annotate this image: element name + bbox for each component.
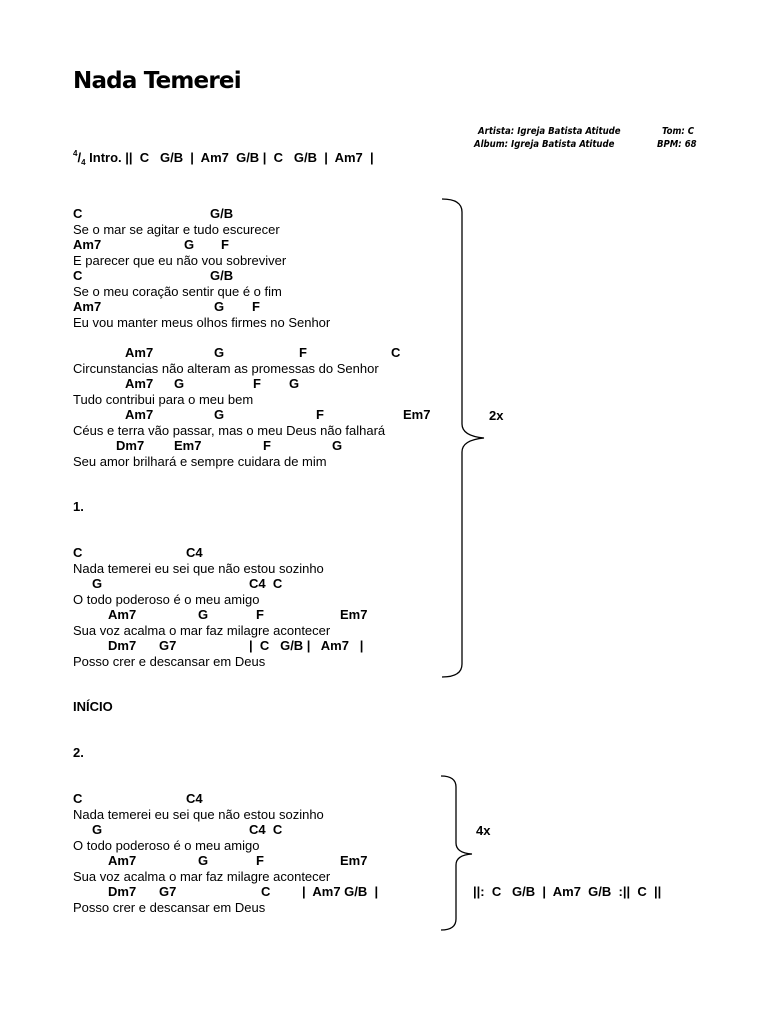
chord: Dm7 <box>116 438 145 453</box>
song-title: Nada Temerei <box>73 68 241 94</box>
chord: F <box>299 345 307 360</box>
chord: G <box>214 345 225 360</box>
chord: C4 <box>186 545 203 560</box>
chord: C <box>73 545 83 560</box>
repeat-4x-label: 4x <box>476 823 491 838</box>
chord: G <box>92 822 103 837</box>
lyric-line: Sua voz acalma o mar faz milagre acontecer <box>73 868 331 884</box>
chord: G <box>198 853 209 868</box>
chord: F <box>252 299 260 314</box>
chord-line <box>73 884 493 900</box>
ending-1-block <box>73 545 493 669</box>
chord: F <box>263 438 271 453</box>
chord: G <box>332 438 343 453</box>
bpm-line <box>657 138 697 151</box>
chord: Em7 <box>340 607 368 622</box>
artist-value: Igreja Batista Atitude <box>517 126 621 137</box>
repeat-2x-label: 2x <box>489 408 504 423</box>
chord: G/B <box>210 268 234 283</box>
lyric-line: Se o mar se agitar e tudo escurecer <box>73 221 280 237</box>
chord: | Am7 G/B | <box>302 884 379 899</box>
lyric-line: Sua voz acalma o mar faz milagre acontecer <box>73 622 331 638</box>
ending-2-block <box>73 791 493 915</box>
chord: C <box>73 206 83 221</box>
chord-line <box>73 237 493 253</box>
chord-line <box>73 638 493 654</box>
chord: G <box>289 376 300 391</box>
chord: C <box>73 268 83 283</box>
chord: G <box>214 407 225 422</box>
time-signature-bottom: 4 <box>81 158 86 167</box>
chord: C4 C <box>249 822 283 837</box>
chord: G <box>184 237 195 252</box>
lyric-line: Eu vou manter meus olhos firmes no Senhor <box>73 314 331 330</box>
chord: Am7 <box>108 853 137 868</box>
inicio-label: INÍCIO <box>73 699 113 714</box>
intro-line: $^4/_4$ Intro. || C G/B | Am7 G/B | C G/B | Am7 | <box>73 149 374 167</box>
chord-line <box>73 822 493 838</box>
chord: C <box>261 884 271 899</box>
verse-block <box>73 206 493 330</box>
chord-line <box>73 607 493 623</box>
chord: G/B <box>210 206 234 221</box>
chord: C4 C <box>249 576 283 591</box>
chord: C <box>73 791 83 806</box>
chord-line <box>73 576 493 592</box>
chord: G7 <box>159 638 177 653</box>
lyric-line: E parecer que eu não vou sobreviver <box>73 252 287 268</box>
chord: F <box>256 853 264 868</box>
album-value: Igreja Batista Atitude <box>511 139 615 150</box>
chord: G7 <box>159 884 177 899</box>
chord: Am7 <box>125 345 154 360</box>
lyric-line: Nada temerei eu sei que não estou sozinho <box>73 560 324 576</box>
prechorus-block <box>73 345 493 469</box>
chord: Em7 <box>174 438 202 453</box>
chord-line <box>73 268 493 284</box>
chord: Em7 <box>340 853 368 868</box>
lyric-line: Nada temerei eu sei que não estou sozinho <box>73 806 324 822</box>
artist-line <box>478 125 621 138</box>
lyric-line: Circunstancias não alteram as promessas do Senhor <box>73 360 379 376</box>
artist-label: Artista: <box>478 126 518 137</box>
lyric-line: Posso crer e descansar em Deus <box>73 899 266 915</box>
chord: C <box>391 345 401 360</box>
chord: C4 <box>186 791 203 806</box>
chord-line <box>73 206 493 222</box>
chord-line <box>73 438 493 454</box>
bpm-value: 68 <box>684 139 697 150</box>
lyric-line: Tudo contribui para o meu bem <box>73 391 254 407</box>
key-label: Tom: <box>662 126 688 137</box>
chord-line <box>73 407 493 423</box>
chord: Em7 <box>403 407 431 422</box>
chord-line <box>73 345 493 361</box>
chord: Am7 <box>73 299 102 314</box>
lyric-line: Posso crer e descansar em Deus <box>73 653 266 669</box>
lyric-line: O todo poderoso é o meu amigo <box>73 837 260 853</box>
lyric-line: Se o meu coração sentir que é o fim <box>73 283 282 299</box>
chord: Am7 <box>108 607 137 622</box>
chord-line <box>73 376 493 392</box>
lyric-line: Seu amor brilhará e sempre cuidara de mim <box>73 453 327 469</box>
chord: F <box>253 376 261 391</box>
key-value: C <box>687 126 695 137</box>
key-line <box>662 125 694 138</box>
chord: Am7 <box>125 376 154 391</box>
chord: F <box>316 407 324 422</box>
chord-line <box>73 791 493 807</box>
chord-line <box>73 299 493 315</box>
chord: | C G/B | Am7 | <box>249 638 364 653</box>
bpm-label: BPM: <box>657 139 685 150</box>
time-signature-top: 4 <box>73 149 78 158</box>
chord: G <box>214 299 225 314</box>
chord: G <box>92 576 103 591</box>
album-line <box>474 138 614 151</box>
repeat-bracket-4x <box>436 773 476 933</box>
chord: F <box>221 237 229 252</box>
chord-line <box>73 545 493 561</box>
chord: Dm7 <box>108 638 137 653</box>
chord: Am7 <box>73 237 102 252</box>
chord: G <box>174 376 185 391</box>
album-label: Album: <box>474 139 512 150</box>
chord: Dm7 <box>108 884 137 899</box>
lyric-line: Céus e terra vão passar, mas o meu Deus não falhará <box>73 422 386 438</box>
chord: G <box>198 607 209 622</box>
chord: Am7 <box>125 407 154 422</box>
outro-chords: ||: C G/B | Am7 G/B :|| C || <box>473 884 662 899</box>
chord: F <box>256 607 264 622</box>
lyric-line: O todo poderoso é o meu amigo <box>73 591 260 607</box>
intro-chords: Intro. || C G/B | Am7 G/B | C G/B | Am7 | <box>85 150 374 165</box>
ending-2-label: 2. <box>73 745 84 760</box>
ending-1-label: 1. <box>73 499 84 514</box>
repeat-bracket-2x <box>436 196 492 682</box>
chord-line <box>73 853 493 869</box>
